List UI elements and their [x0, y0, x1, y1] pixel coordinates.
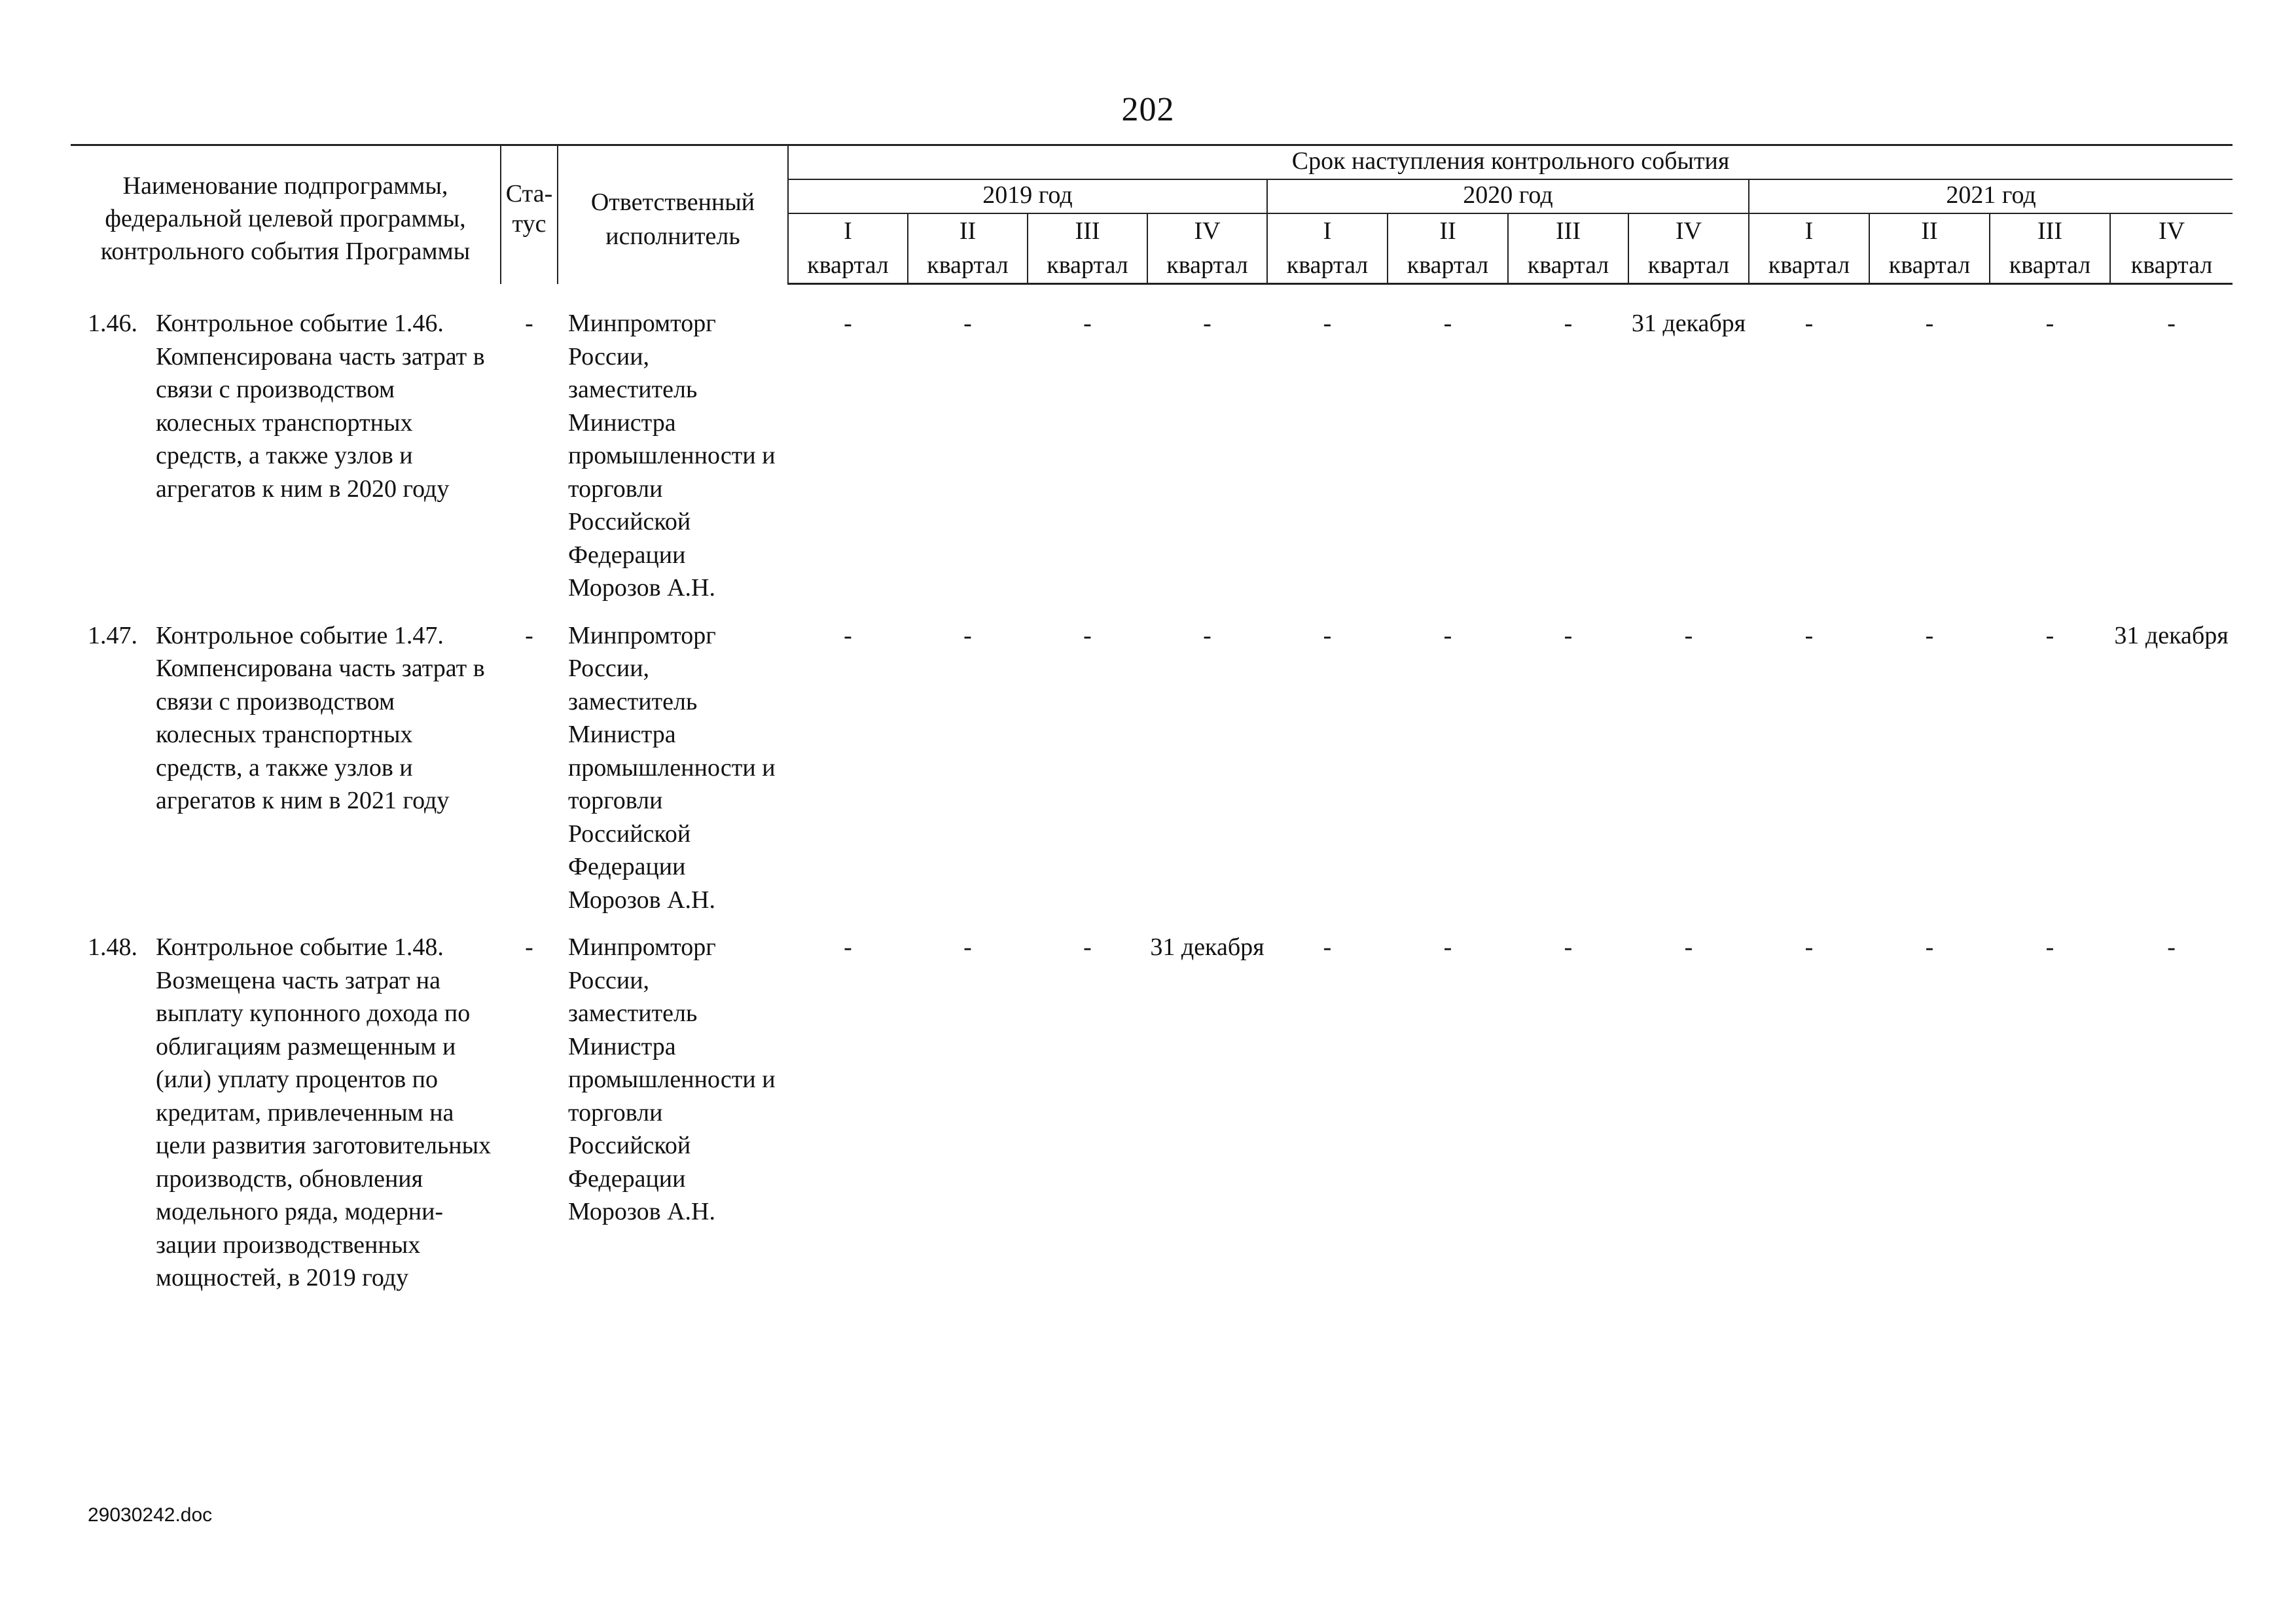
quarter-header	[1388, 213, 1508, 284]
quarter-value: -	[1925, 933, 1934, 961]
quarter-value: -	[2045, 310, 2054, 337]
quarter-header	[2110, 213, 2233, 284]
quarter-header	[1749, 213, 1869, 284]
quarter-value: -	[2045, 933, 2054, 961]
quarter-value: -	[2167, 310, 2176, 337]
quarter-numeral: I	[1804, 217, 1814, 245]
quarter-word: квартал	[1888, 251, 1971, 279]
quarter-numeral: III	[1556, 217, 1581, 245]
quarter-numeral: IV	[1675, 217, 1702, 245]
quarter-value: -	[1323, 310, 1332, 337]
quarter-word: квартал	[807, 251, 889, 279]
quarter-numeral: II	[1921, 217, 1938, 245]
quarter-numeral: II	[1439, 217, 1456, 245]
quarter-value: -	[2045, 621, 2054, 649]
quarter-word: квартал	[1407, 251, 1489, 279]
status-header-line2: тус	[512, 210, 547, 238]
event-status: -	[525, 310, 533, 337]
row-number: 1.47.	[88, 621, 137, 649]
status-column-header	[501, 145, 558, 284]
quarter-numeral: IV	[1194, 217, 1221, 245]
quarter-header	[1869, 213, 1990, 284]
quarter-value: -	[1684, 933, 1693, 961]
event-status: -	[525, 933, 533, 961]
quarter-value: -	[1804, 310, 1814, 337]
quarter-word: квартал	[2130, 251, 2213, 279]
quarter-word: квартал	[927, 251, 1009, 279]
quarter-header	[1147, 213, 1267, 284]
quarter-value: -	[1083, 621, 1092, 649]
table-row	[71, 931, 2233, 1309]
quarter-value: -	[1804, 621, 1814, 649]
quarter-value: -	[1323, 621, 1332, 649]
responsible-executor: Минпромторг России, заместитель Министра промышленности и торговли Российской Федерации Морозов А.Н.	[568, 933, 776, 1225]
quarter-value: -	[2167, 933, 2176, 961]
quarter-word: квартал	[1047, 251, 1128, 279]
quarter-word: квартал	[2009, 251, 2091, 279]
quarter-word: квартал	[1527, 251, 1609, 279]
deadline-header: Срок наступления контрольного события	[788, 145, 2233, 179]
event-name: Контрольное событие 1.48. Возмещена часть затрат на выплату купонного дохода по облигациям размещенным и (или) уплату процентов по кредитам, привлеченным на цели развития заготовительных производств, обновления модельного ряда, модерни-зации производственных мощностей, в 2019 году	[156, 933, 492, 1291]
quarter-word: квартал	[1286, 251, 1369, 279]
control-events-table	[71, 144, 2233, 1309]
responsible-executor: Минпромторг России, заместитель Министра промышленности и торговли Российской Федерации Морозов А.Н.	[568, 621, 776, 914]
event-status: -	[525, 621, 533, 649]
event-name: Контрольное событие 1.47. Компенсирована часть затрат в связи с производством колесных транспортных средств, а также узлов и агрегатов к ним в 2021 году	[156, 621, 485, 814]
quarter-header	[908, 213, 1028, 284]
quarter-value: -	[844, 933, 852, 961]
year-header-2019: 2019 год	[788, 179, 1267, 213]
document-filename: 29030242.doc	[88, 1504, 213, 1526]
quarter-word: квартал	[1166, 251, 1248, 279]
event-name-cell	[71, 619, 501, 931]
quarter-value: -	[844, 621, 852, 649]
quarter-value: -	[1323, 933, 1332, 961]
quarter-value: -	[1203, 310, 1211, 337]
quarter-word: квартал	[1647, 251, 1730, 279]
quarter-header	[788, 213, 908, 284]
quarter-value: -	[1564, 310, 1573, 337]
quarter-numeral: I	[1323, 217, 1332, 245]
name-column-header: Наименование подпрограммы, федеральной целевой программы, контрольного события Программы	[71, 145, 501, 284]
responsible-column-header: Ответственный исполнитель	[558, 145, 788, 284]
event-name-cell	[71, 307, 501, 619]
responsible-executor: Минпромторг России, заместитель Министра промышленности и торговли Российской Федерации Морозов А.Н.	[568, 310, 776, 602]
quarter-value: -	[963, 310, 972, 337]
quarter-value: 31 декабря	[2114, 621, 2229, 649]
year-header-2020: 2020 год	[1267, 179, 1749, 213]
table-row	[71, 307, 2233, 619]
year-header-2021: 2021 год	[1749, 179, 2233, 213]
quarter-value: -	[844, 310, 852, 337]
page-number: 202	[1121, 91, 1175, 128]
quarter-value: -	[1925, 310, 1934, 337]
quarter-value: -	[1443, 621, 1452, 649]
quarter-value: -	[1564, 621, 1573, 649]
quarter-value: -	[1684, 621, 1693, 649]
quarter-value: 31 декабря	[1150, 933, 1265, 961]
quarter-value: -	[963, 933, 972, 961]
quarter-header	[1628, 213, 1749, 284]
quarter-value: -	[1925, 621, 1934, 649]
status-header-line1: Ста-	[505, 180, 553, 208]
quarter-word: квартал	[1768, 251, 1850, 279]
quarter-header	[1990, 213, 2110, 284]
table-row	[71, 619, 2233, 931]
quarter-value: 31 декабря	[1631, 310, 1746, 337]
quarter-numeral: IV	[2158, 217, 2185, 245]
event-name-cell	[71, 931, 501, 1309]
quarter-numeral: III	[2037, 217, 2062, 245]
quarter-header	[1028, 213, 1147, 284]
quarter-value: -	[963, 621, 972, 649]
quarter-value: -	[1203, 621, 1211, 649]
quarter-numeral: III	[1075, 217, 1100, 245]
quarter-value: -	[1564, 933, 1573, 961]
row-number: 1.46.	[88, 310, 137, 337]
quarter-value: -	[1804, 933, 1814, 961]
quarter-header	[1508, 213, 1628, 284]
quarter-numeral: I	[844, 217, 852, 245]
quarter-value: -	[1083, 310, 1092, 337]
quarter-header	[1267, 213, 1388, 284]
row-number: 1.48.	[88, 933, 137, 961]
quarter-value: -	[1443, 933, 1452, 961]
quarter-value: -	[1443, 310, 1452, 337]
quarter-numeral: II	[959, 217, 977, 245]
event-name: Контрольное событие 1.46. Компенсирована часть затрат в связи с производством колесных транспортных средств, а также узлов и агрегатов к ним в 2020 году	[156, 310, 485, 503]
quarter-value: -	[1083, 933, 1092, 961]
